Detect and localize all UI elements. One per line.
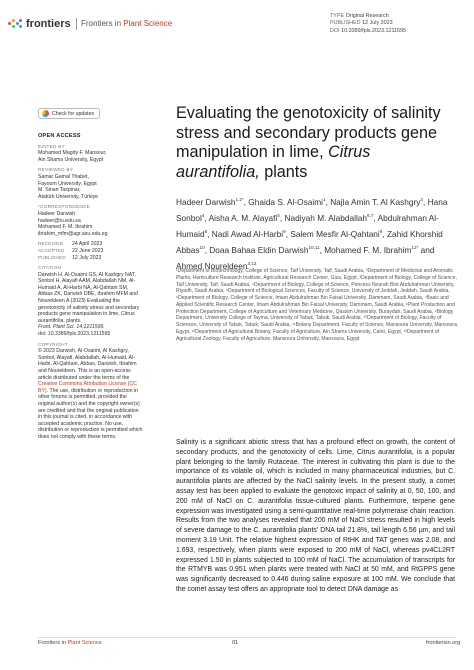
accepted-label: ACCEPTED [38, 247, 65, 253]
brand-name: frontiers [26, 18, 71, 30]
doi-label: DOI [330, 27, 340, 34]
license-terms: The use, distribution or reproduction in other forums is permitted, provided the original author(s) and the copyright owner(s) are credited and that the original publication in this journal is cited, in accordance with accepted academic practice. No use, distribution or reproduction is permitted which does not comply with these terms. [38, 387, 143, 440]
reviewer-name: M. Sinan Taspinar, [38, 187, 81, 194]
reviewed-by-label: REVIEWED BY [38, 167, 74, 173]
editor-affiliation: Ain Shams University, Egypt [38, 156, 104, 163]
reviewer-affiliation: Atatürk University, Türkiye [38, 193, 99, 200]
author-name[interactable] [324, 245, 418, 255]
article-meta [330, 13, 406, 35]
footer-site-link[interactable]: frontiersin.org [426, 640, 461, 646]
author-name[interactable] [176, 197, 244, 207]
frontiers-logo-icon [8, 18, 22, 30]
citation-text: Darwish H, Al-Osaimi GS, Al Kashgry NAT, Sonbol H, Alayafi AAM, Alabdallah NM, Al-Humaid A, Al-Harbi NA, Al-Qahtani SM, Abbas ZK, Darwish DBE, Ibrahim MFM and Noureldeen A (2023) Evaluating the genotoxicity of salinity stress and secondary products gene manipulation in lime, Citrus aurantifolia, plants. [38, 271, 140, 324]
author-affiliation-marker: 1,2* [235, 197, 244, 202]
author-name-text: Nadiyah M. Alabdallah [284, 212, 368, 223]
author-name-text: Mohamed F. M. Ibrahim [324, 244, 412, 255]
title-text: Evaluating the genotoxicity of salinity stress and secondary products gene manipulation in lime, [176, 104, 441, 161]
affiliations: ¹Department of Biotechnology, College of Science, Taif University, Taif, Saudi Arabia, ²Department of Medicinal and Aromatic Plants, Horticulture Research Institute, Agricultural Research Center, Giza, Egypt, ³Department of Biology, College of Science, Taif University, Taif, Saudi Arabia, ⁴Department of Biology, College of Science, Princess Nourah Bint Abdulrahman University, Riyadh, Saudi Arabia, ⁵Department of Biological Sciences, Faculty of Science, University of Jeddah, Jeddah, Saudi Arabia, ⁶Department of Biology, College of Science, Imam Abdulrahman Bin Faisal University, Dammam, Saudi Arabia, ⁷Basic and Applied Scientific Research Center, Imam Abdulrahman Bin Faisal University, Dammam, Saudi Arabia, ⁸Plant Production and Protection Department, College of Agriculture and Veterinary Medicine, Qassim University, Buraydah, Saudi Arabia, ⁹Biology Department, University College of Tayma, University of Tabuk, Tabuk, Saudi Arabia, ¹⁰Department of Biology, Faculty of Sciences, University of Tabuk, Tabuk, Saudi Arabia, ¹¹Botany Department, Faculty of Science, Mansoura University, Mansoura, Egypt, ¹²Department of Agricultural Botany, Faculty of Agriculture, Ain Shams University, Cairo, Egypt, ¹³Department of Agricultural Zoology, Faculty of Agriculture, Mansoura University, Mansoura, Egypt [176, 268, 459, 342]
type-label: TYPE [330, 13, 345, 19]
correspondence-label: *CORRESPONDENCE [38, 204, 90, 210]
article-title [176, 104, 456, 182]
check-for-updates-label: Check for updates [52, 110, 95, 117]
type-value: Original Research [345, 13, 389, 19]
author-name-text: Salem Mesfir Al-Qahtani [290, 228, 380, 239]
author-affiliation-marker: 10 [199, 244, 205, 250]
citation-section [38, 265, 144, 338]
reviewer-affiliation: Fayoum University, Egypt [38, 180, 97, 187]
frontiers-logo[interactable] [8, 18, 71, 30]
correspondent-email[interactable]: ibrahim_mfm@agr.asu.edu.eg [38, 230, 108, 237]
author-name[interactable] [209, 245, 319, 255]
journal-prefix: Frontiers in [81, 19, 122, 28]
correspondent-name: Hadeer Darwish [38, 210, 76, 217]
copyright-label: COPYRIGHT [38, 341, 69, 347]
author-name-text: Ghaida S. Al-Osaimi [248, 196, 323, 207]
footer-journal[interactable] [38, 640, 102, 646]
journal-name[interactable] [81, 19, 172, 28]
published-date: 12 July 2023 [72, 254, 102, 261]
author-affiliation-marker: 1 [323, 197, 326, 202]
citation-doi[interactable]: doi: 10.3389/fpls.2023.1211595 [38, 331, 111, 338]
author-name-text: Zahid Khorshid Abbas [176, 228, 443, 255]
author-name-text: Aisha A. M. Alayafi [208, 212, 278, 223]
author-name[interactable] [330, 197, 423, 207]
published-value: 12 July 2023 [362, 20, 393, 27]
received-date: 24 April 2023 [72, 241, 103, 248]
crossmark-icon [42, 110, 49, 117]
title-end: plants [264, 162, 308, 181]
author-name[interactable] [290, 229, 382, 239]
author-affiliation-marker: 6,7 [367, 212, 374, 218]
open-access-label: OPEN ACCESS [38, 133, 81, 139]
footer-journal-prefix: Frontiers in [38, 640, 66, 646]
correspondence-section [38, 204, 144, 237]
copyright-text [38, 348, 144, 440]
received-label: RECEIVED [38, 241, 64, 247]
dates-section [38, 241, 144, 261]
doi-value[interactable]: 10.3389/fpls.2023.1211595 [341, 27, 407, 34]
footer-divider [38, 637, 456, 638]
edited-by-label: EDITED BY [38, 143, 65, 149]
author-name[interactable] [212, 229, 286, 239]
journal-highlight: Plant Science [123, 19, 173, 28]
author-name-text: Hana Sonbol [176, 196, 448, 223]
reviewed-by-section [38, 167, 144, 200]
author-affiliation-marker: 5 [277, 212, 280, 218]
header-divider [76, 18, 77, 30]
citation-journal: Front. Plant Sci. 14:1211595. [38, 324, 105, 331]
author-name[interactable] [209, 213, 280, 223]
author-affiliation-marker: 10,11 [308, 244, 320, 250]
page-number: 01 [232, 640, 239, 646]
editor-name: Mohamed Magdy F. Mansour, [38, 150, 107, 157]
copyright-body: © 2023 Darwish, Al-Osaimi, Al Kashgry, Sonbol, Alayafi, Alabdallah, Al-Humaid, Al-Harbi, Al-Qahtani, Abbas, Darwish, Ibrahim and Noureldeen. This is an open-access article distributed under the terms of the [38, 348, 137, 381]
author-affiliation-marker: 12* [411, 244, 419, 250]
author-name-text: Ahmed Noureldeen [176, 260, 248, 271]
published-label: PUBLISHED [330, 20, 361, 27]
author-name-text: Nadi Awad Al-Harbi [211, 228, 284, 239]
author-affiliation-marker: 4 [201, 212, 205, 218]
author-name-text: Najla Amin T. Al Kashgry [330, 196, 421, 207]
edited-by-section [38, 144, 144, 164]
author-affiliation-marker: 9 [283, 228, 286, 234]
author-affiliation-marker: 3,13 [247, 260, 257, 266]
abstract-text: Salinity is a significant abiotic stress that has a profound effect on growth, the content of secondary products, and the genotoxicity of cells. Lime, Citrus aurantifolia, is a popular plant belonging to the family Rutaceae. The interest in cultivating this plant is due to the importance of its volatile oil, which is included in many pharmaceutical industries, but C. aurantifolia plants are affected by the NaCl salinity levels. In the present study, a comet assay test has been applied to evaluate the genotoxic impact of salinity at 0, 50, 100, and 200 mM of NaCl on C. aurantifolia tissue-cultured plants. Furthermore, terpene gene expression was investigated using a semi-quantitative real-time polymerase chain reaction. Results from the two analyses revealed that 200 mM of NaCl stress resulted in high levels of severe damage to the C. aurantifolia plants' DNA tail 21.8%, tail length 6.56 μm, and tail moment 3.19 Unit. The relative highest expression of RtHK and TAT genes was 2.08, and 1.693, respectively, when plants were exposed to 200 mM of NaCl, whereas pv4CL2RT expressed 1.50 in plants subjected to 100 mM of NaCl. The accumulation of transcripts for the RTMYB was 0.951 when plants were treated with NaCl at 50 mM, and RtGPPS gene was significantly decreased to 0.446 during saline exposure at 100 mM. We conclude that the comet assay test offers an appropriate tool to detect DNA damage as [176, 439, 455, 593]
license-link[interactable]: Creative Commons Attribution License (CC BY). [38, 381, 137, 394]
title-species: Citrus aurantifolia, [176, 143, 371, 181]
published-label: PUBLISHED [38, 254, 66, 260]
reviewer-name: Samar Gamal Thabet, [38, 173, 89, 180]
citation-label: CITATION [38, 265, 62, 271]
copyright-section [38, 342, 144, 441]
article-sidebar [38, 133, 144, 443]
footer-journal-highlight: Plant Science [67, 640, 102, 646]
author-affiliation-marker: 9 [379, 228, 383, 234]
author-name-text: Doaa Bahaa Eldin Darwish [209, 244, 309, 255]
author-list: Hadeer Darwish$^{1,2*}$, Ghaida S. Al-Osaimi$^1$, Najla Amin T. Al Kashgry$^3$, Hana Sonbol$^4$, Aisha A. M. Alayafi$^5$, Nadiyah M. Alabdallah$^{6,7}$, Abdulrahman Al-Humaid$^8$, Nadi Awad Al-Harbi$^9$, Salem Mesfir Al-Qahtani$^9$, Zahid Khorshid Abbas$^{10}$, Doaa Bahaa Eldin Darwish$^{10,11}$, Mohamed F. M. Ibrahim$^{12*}$ and Ahmed Noureldeen$^{3,13}$ [176, 196, 448, 271]
correspondent-name: Mohamed F. M. Ibrahim [38, 224, 93, 231]
correspondent-email[interactable]: hadeer@tu.edu.sa [38, 217, 81, 224]
author-affiliation-marker: 3 [420, 197, 423, 202]
check-for-updates-button[interactable] [38, 108, 100, 119]
accepted-date: 22 June 2023 [72, 247, 104, 254]
author-name-text: Abdulrahman Al-Humaid [176, 212, 439, 239]
author-name-text: Hadeer Darwish [176, 196, 236, 207]
author-affiliation-marker: 8 [204, 228, 208, 234]
author-name[interactable] [248, 197, 325, 207]
author-name[interactable] [284, 213, 373, 223]
